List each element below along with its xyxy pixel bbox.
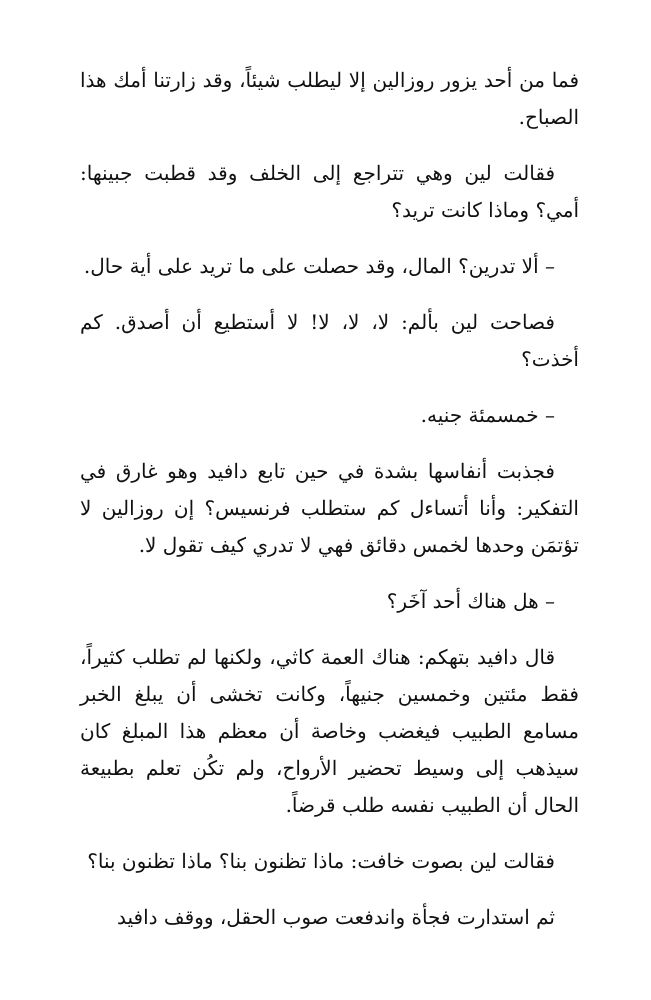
paragraph-5: – خمسمئة جنيه. bbox=[420, 403, 555, 427]
paragraph-10: ثم استدارت فجأة واندفعت صوب الحقل، ووقف دافيد bbox=[117, 905, 555, 929]
paragraph-7: – هل هناك أحد آخَر؟ bbox=[386, 589, 555, 613]
paragraph-6: فجذبت أنفاسها بشدة في حين تابع دافيد وهو غارق في التفكير: وأنا أتساءل كم ستطلب فرنسيس؟ إن روزالين لا تؤتمَن وحدها لخمس دقائق فهي لا تدري كيف تقول لا. bbox=[80, 459, 579, 557]
paragraph-1: فما من أحد يزور روزالين إلا ليطلب شيئاً، وقد زارتنا أمك هذا الصباح. bbox=[80, 68, 579, 129]
paragraph-3: – ألا تدرين؟ المال، وقد حصلت على ما تريد على أية حال. bbox=[83, 254, 555, 278]
paragraph-2: فقالت لين وهي تتراجع إلى الخلف وقد قطبت جبينها: أمي؟ وماذا كانت تريد؟ bbox=[80, 161, 579, 222]
page-text bbox=[80, 62, 579, 936]
paragraph-4: فصاحت لين بألم: لا، لا، لا! لا أستطيع أن أصدق. كم أخذت؟ bbox=[80, 310, 579, 371]
paragraph-9: فقالت لين بصوت خافت: ماذا تظنون بنا؟ ماذا تظنون بنا؟ bbox=[87, 849, 555, 873]
paragraph-8: قال دافيد بتهكم: هناك العمة كاثي، ولكنها لم تطلب كثيراً، فقط مئتين وخمسين جنيهاً، وكانت تخشى أن يبلغ الخبر مسامع الطبيب فيغضب وخاصة أن معظم هذا المبلغ كان سيذهب إلى وسيط تحضير الأرواح، ولم تكُن تعلم بطبيعة الحال أن الطبيب نفسه طلب قرضاً. bbox=[80, 645, 579, 817]
